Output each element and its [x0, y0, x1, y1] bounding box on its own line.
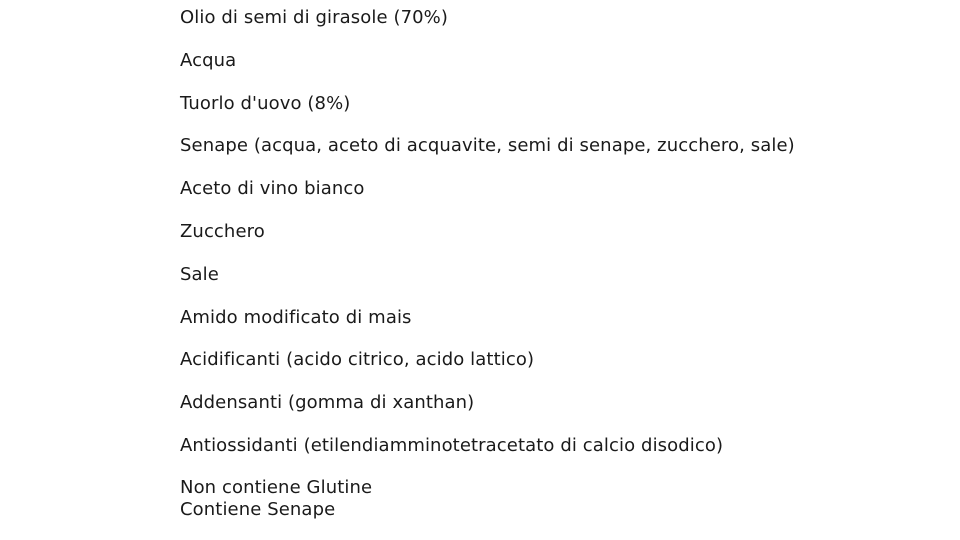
- allergen-notes: [180, 477, 372, 521]
- ingredient-acidifiers: Acidificanti (acido citrico, acido lattico): [180, 349, 535, 371]
- ingredient-sunflower-oil: Olio di semi di girasole (70%): [180, 7, 449, 28]
- ingredient-white-wine-vinegar: Aceto di vino bianco: [180, 178, 365, 200]
- ingredient-modified-corn-starch: Amido modificato di mais: [180, 306, 412, 328]
- ingredient-list: [180, 5, 795, 476]
- ingredient-mustard: Senape (acqua, aceto di acquavite, semi di senape, zucchero, sale): [180, 135, 795, 157]
- ingredient-salt: Sale: [180, 263, 219, 285]
- ingredient-water: Acqua: [180, 49, 237, 71]
- ingredient-thickeners: Addensanti (gomma di xanthan): [180, 392, 475, 414]
- gluten-free-note: Non contiene Glutine: [180, 477, 373, 498]
- contains-mustard-note: Contiene Senape: [180, 499, 336, 520]
- ingredient-sugar: Zucchero: [180, 220, 265, 242]
- ingredient-antioxidants: Antiossidanti (etilendiamminotetracetato di calcio disodico): [180, 434, 724, 456]
- ingredient-egg-yolk: Tuorlo d'uovo (8%): [180, 92, 351, 114]
